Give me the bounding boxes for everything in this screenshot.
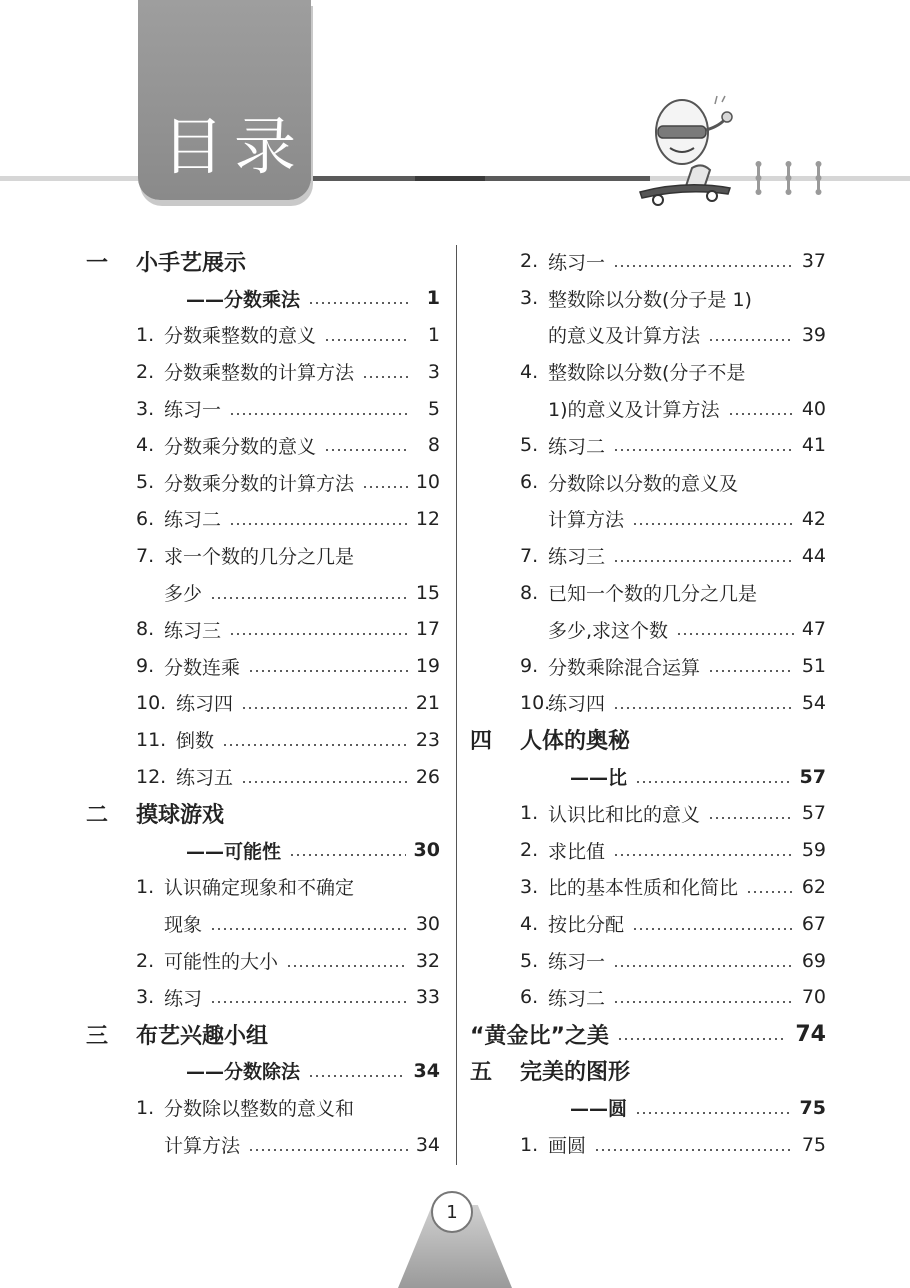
toc-unit-heading[interactable] (470, 721, 826, 758)
toc-entry[interactable] (86, 758, 440, 795)
entry-text: 练习四 (548, 693, 606, 716)
entry-number: 3. (520, 287, 539, 310)
dot-leader (635, 1112, 792, 1114)
header-rule-accent-dark (415, 176, 485, 181)
column-divider (456, 245, 457, 1165)
toc-entry[interactable] (86, 537, 440, 574)
page-ref: 75 (801, 1133, 826, 1156)
entry-number: 3. (136, 397, 155, 420)
entry-text: 多少 (164, 583, 203, 606)
dot-leader (308, 302, 410, 304)
dot-leader (308, 1075, 406, 1077)
toc-entry[interactable] (86, 390, 440, 427)
dot-leader (241, 707, 408, 709)
entry-number: 9. (520, 655, 539, 678)
entry-text: 练习二 (164, 509, 222, 532)
toc-entry[interactable] (86, 979, 440, 1016)
page-ref: 34 (415, 1133, 440, 1156)
dot-leader (613, 965, 794, 967)
dot-leader (229, 413, 410, 415)
dot-leader (210, 928, 408, 930)
toc-unit-subtitle[interactable] (86, 832, 440, 869)
entry-text: 练习四 (176, 693, 234, 716)
toc-entry[interactable] (86, 464, 440, 501)
page-ref: 41 (801, 434, 826, 457)
dot-leader (632, 523, 794, 525)
entry-number: 4. (520, 360, 539, 383)
entry-text: 练习一 (548, 251, 606, 274)
toc-entry[interactable] (86, 611, 440, 648)
entry-text: 分数除以分数的意义及 (548, 472, 739, 495)
page-ref: 10 (415, 471, 440, 494)
toc-entry[interactable] (470, 537, 826, 574)
dot-leader (708, 817, 794, 819)
dot-leader (229, 523, 408, 525)
page-ref: 69 (801, 949, 826, 972)
entry-text: 画圆 (548, 1135, 587, 1158)
toc-unit-subtitle[interactable] (470, 758, 826, 795)
entry-number: 2. (136, 949, 155, 972)
title-tab (138, 0, 311, 200)
entry-text: 练习五 (176, 767, 234, 790)
entry-text: 整数除以分数(分子是 1) (548, 288, 752, 311)
entry-text: 练习二 (548, 987, 606, 1010)
page-ref: 1 (426, 287, 440, 310)
entry-text: 按比分配 (548, 914, 625, 937)
toc-entry[interactable] (470, 353, 826, 390)
entry-number: 10. (136, 691, 167, 714)
page-number: 1 (431, 1191, 473, 1233)
subtitle-text: ——分数除法 (186, 1061, 301, 1084)
dot-leader (241, 781, 408, 783)
toc-unit-subtitle[interactable] (86, 280, 440, 317)
dot-leader (632, 928, 794, 930)
dot-leader (613, 854, 794, 856)
unit-number: 一 (86, 250, 109, 276)
entry-number: 7. (520, 544, 539, 567)
toc-entry-continuation[interactable] (470, 501, 826, 538)
toc-entry[interactable] (470, 795, 826, 832)
toc-entry[interactable] (86, 869, 440, 906)
toc-entry-continuation[interactable] (86, 574, 440, 611)
entry-text: 练习二 (548, 435, 606, 458)
toc-entry-continuation[interactable] (470, 390, 826, 427)
toc-entry[interactable] (86, 685, 440, 722)
toc-entry[interactable] (470, 832, 826, 869)
entry-text: 练习一 (164, 399, 222, 422)
unit-number: 五 (470, 1060, 493, 1086)
entry-number: 4. (520, 912, 539, 935)
decorative-beads-icon (745, 158, 835, 198)
unit-title: 完美的图形 (520, 1060, 631, 1086)
entry-text: 分数乘分数的计算方法 (164, 472, 355, 495)
entry-text: 分数除以整数的意义和 (164, 1098, 355, 1121)
toc-special-entry[interactable] (470, 1016, 826, 1053)
toc-entry[interactable] (470, 243, 826, 280)
toc-entry[interactable] (86, 427, 440, 464)
entry-text: 可能性的大小 (164, 951, 279, 974)
page-ref: 57 (801, 802, 826, 825)
dot-leader (210, 597, 408, 599)
entry-number: 1. (136, 875, 155, 898)
toc-entry[interactable] (86, 721, 440, 758)
entry-text: 倒数 (176, 730, 215, 753)
toc-entry-continuation[interactable] (470, 611, 826, 648)
dot-leader (229, 633, 408, 635)
subtitle-text: ——分数乘法 (186, 288, 301, 311)
entry-text: 分数乘整数的意义 (164, 325, 317, 348)
unit-title: 摸球游戏 (136, 802, 225, 828)
entry-text: 多少,求这个数 (548, 619, 669, 642)
toc-entry-continuation[interactable] (470, 317, 826, 354)
toc-entry[interactable] (470, 427, 826, 464)
dot-leader (635, 781, 792, 783)
entry-number: 6. (520, 986, 539, 1009)
dot-leader (728, 413, 794, 415)
dot-leader (613, 560, 794, 562)
toc-entry[interactable] (86, 1089, 440, 1126)
page-ref: 34 (413, 1059, 440, 1082)
toc-entry[interactable] (470, 905, 826, 942)
page-ref: 3 (427, 360, 440, 383)
entry-text: 现象 (164, 914, 203, 937)
dot-leader (324, 449, 410, 451)
entry-number: 7. (136, 544, 155, 567)
entry-text: 分数连乘 (164, 656, 241, 679)
entry-number: 1. (520, 802, 539, 825)
page-ref: 19 (415, 655, 440, 678)
dot-leader (248, 670, 408, 672)
egg-skateboard-mascot-icon (630, 92, 740, 210)
entry-text: 练习三 (548, 546, 606, 569)
special-title: “黄金比”之美 (470, 1023, 609, 1049)
toc-entry[interactable] (470, 648, 826, 685)
entry-number: 9. (136, 655, 155, 678)
dot-leader (617, 1038, 787, 1040)
dot-leader (286, 965, 408, 967)
toc-unit-heading[interactable] (86, 243, 440, 280)
entry-text: 比的基本性质和化简比 (548, 877, 739, 900)
subtitle-text: ——比 (570, 767, 628, 790)
entry-text: 已知一个数的几分之几是 (548, 583, 758, 606)
unit-number: 二 (86, 802, 109, 828)
unit-title: 人体的奥秘 (520, 729, 631, 755)
toc-entry[interactable] (86, 317, 440, 354)
entry-number: 2. (520, 839, 539, 862)
entry-number: 5. (520, 434, 539, 457)
dot-leader (289, 854, 406, 856)
page-ref: 47 (801, 618, 826, 641)
dot-leader (708, 670, 794, 672)
toc-unit-heading[interactable] (470, 1053, 826, 1090)
entry-number: 1. (520, 1133, 539, 1156)
entry-text: 分数乘整数的计算方法 (164, 362, 355, 385)
toc-entry[interactable] (470, 1126, 826, 1163)
subtitle-text: ——圆 (570, 1098, 628, 1121)
toc-entry[interactable] (470, 464, 826, 501)
page-ref: 67 (801, 912, 826, 935)
dot-leader (676, 633, 794, 635)
toc-unit-subtitle[interactable] (470, 1089, 826, 1126)
page-ref: 21 (415, 691, 440, 714)
entry-text: 计算方法 (548, 509, 625, 532)
entry-text: 1)的意义及计算方法 (548, 399, 720, 422)
entry-number: 5. (136, 471, 155, 494)
dot-leader (613, 449, 794, 451)
page-ref: 70 (801, 986, 826, 1009)
page-ref: 30 (413, 839, 440, 862)
toc-entry[interactable] (86, 648, 440, 685)
entry-number: 3. (520, 875, 539, 898)
entry-text: 练习三 (164, 619, 222, 642)
entry-number: 3. (136, 986, 155, 1009)
dot-leader (248, 1149, 408, 1151)
entry-number: 5. (520, 949, 539, 972)
entry-number: 6. (136, 507, 155, 530)
unit-title: 小手艺展示 (136, 250, 247, 276)
page-ref: 57 (799, 765, 826, 788)
page-ref: 17 (415, 618, 440, 641)
unit-number: 三 (86, 1023, 109, 1049)
entry-number: 12. (136, 765, 167, 788)
dot-leader (613, 265, 794, 267)
toc-entry-continuation[interactable] (86, 1126, 440, 1163)
entry-number: 2. (520, 250, 539, 273)
toc-unit-heading[interactable] (86, 1016, 440, 1053)
toc-left-column (86, 243, 440, 1163)
dot-leader (222, 744, 408, 746)
dot-leader (613, 707, 794, 709)
entry-text: 认识确定现象和不确定 (164, 877, 355, 900)
entry-text: 分数乘分数的意义 (164, 435, 317, 458)
toc-entry[interactable] (470, 280, 826, 317)
toc-entry-continuation[interactable] (86, 905, 440, 942)
entry-text: 认识比和比的意义 (548, 803, 701, 826)
page-ref: 15 (415, 581, 440, 604)
page-ref: 54 (801, 691, 826, 714)
page-ref: 23 (415, 728, 440, 751)
entry-text: 整数除以分数(分子不是 (548, 362, 746, 385)
entry-text: 练习 (164, 987, 203, 1010)
unit-number: 四 (470, 729, 493, 755)
page-ref: 8 (427, 434, 440, 457)
dot-leader (594, 1149, 794, 1151)
entry-number: 1. (136, 1096, 155, 1119)
dot-leader (362, 376, 410, 378)
entry-text: 分数乘除混合运算 (548, 656, 701, 679)
page-ref: 37 (801, 250, 826, 273)
toc-entry[interactable] (470, 685, 826, 722)
toc-entry[interactable] (86, 353, 440, 390)
entry-number: 8. (520, 581, 539, 604)
toc-entry[interactable] (470, 942, 826, 979)
entry-number: 2. (136, 360, 155, 383)
dot-leader (746, 891, 794, 893)
entry-text: 的意义及计算方法 (548, 325, 701, 348)
entry-text: 练习一 (548, 951, 606, 974)
page-ref: 62 (801, 875, 826, 898)
page-ref: 59 (801, 839, 826, 862)
page-ref: 32 (415, 949, 440, 972)
dot-leader (362, 486, 408, 488)
toc-unit-subtitle[interactable] (86, 1053, 440, 1090)
toc-unit-heading[interactable] (86, 795, 440, 832)
toc-entry[interactable] (86, 942, 440, 979)
page-ref: 40 (801, 397, 826, 420)
toc-entry[interactable] (86, 501, 440, 538)
unit-title: 布艺兴趣小组 (136, 1023, 269, 1049)
dot-leader (324, 339, 410, 341)
page-ref: 39 (801, 323, 826, 346)
entry-number: 10. (520, 691, 551, 714)
page-ref: 5 (427, 397, 440, 420)
entry-text: 求一个数的几分之几是 (164, 546, 355, 569)
toc-right-column (470, 243, 826, 1163)
page-ref: 1 (427, 323, 440, 346)
page-title: 目录 (162, 110, 307, 183)
entry-number: 8. (136, 618, 155, 641)
entry-text: 求比值 (548, 840, 606, 863)
entry-number: 4. (136, 434, 155, 457)
page-ref: 26 (415, 765, 440, 788)
page-ref: 33 (415, 986, 440, 1009)
toc-entry[interactable] (470, 979, 826, 1016)
page-ref: 42 (801, 507, 826, 530)
page-ref: 74 (795, 1021, 826, 1047)
page-ref: 75 (799, 1096, 826, 1119)
entry-text: 计算方法 (164, 1135, 241, 1158)
subtitle-text: ——可能性 (186, 840, 282, 863)
entry-number: 11. (136, 728, 167, 751)
page-ref: 51 (801, 655, 826, 678)
page-ref: 12 (415, 507, 440, 530)
dot-leader (210, 1001, 408, 1003)
toc-entry[interactable] (470, 869, 826, 906)
entry-number: 6. (520, 471, 539, 494)
entry-number: 1. (136, 323, 155, 346)
page-ref: 30 (415, 912, 440, 935)
toc-entry[interactable] (470, 574, 826, 611)
dot-leader (708, 339, 794, 341)
page-ref: 44 (801, 544, 826, 567)
dot-leader (613, 1001, 794, 1003)
